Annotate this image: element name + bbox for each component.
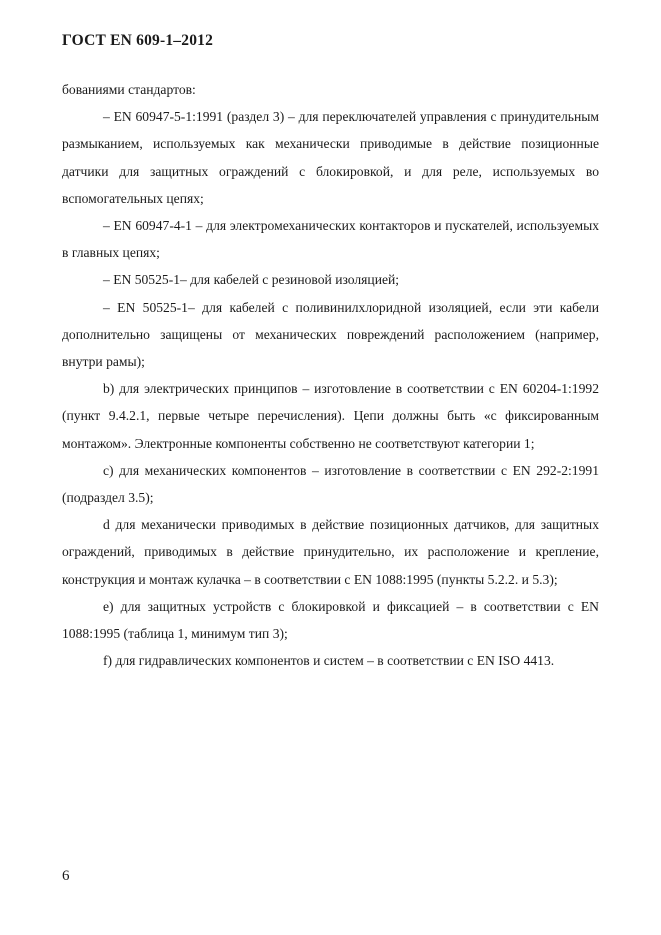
list-item-b-electrical: b) для электрических принципов – изготовление в соответствии с EN 60204-1:1992 (пункт 9.4.2.1, первые четыре перечисления). Цепи должны быть «с фиксированным монтажом». Электронные компоненты собственно не соответствуют категории 1;	[62, 381, 599, 451]
list-item-en-50525-1-rubber: – EN 50525-1– для кабелей с резиновой изоляцией;	[103, 272, 400, 288]
list-item-c-mechanical: c) для механических компонентов – изготовление в соответствии с EN 292-2:1991 (подраздел 3.5);	[62, 462, 599, 506]
document-body	[62, 76, 599, 674]
list-item-en-50525-1-pvc: – EN 50525-1– для кабелей с поливинилхлоридной изоляцией, если эти кабели дополнительно защищены от механических повреждений расположением (например, внутри рамы);	[62, 299, 599, 370]
document-header: ГОСТ EN 609-1–2012	[62, 32, 214, 49]
paragraph-continuation: бованиями стандартов:	[62, 82, 196, 97]
page-number: 6	[62, 868, 70, 884]
list-item-e-interlocking: e) для защитных устройств с блокировкой и фиксацией – в соответствии с EN 1088:1995 (таблица 1, минимум тип 3);	[62, 598, 599, 642]
list-item-en-60947-5-1: – EN 60947-5-1:1991 (раздел 3) – для переключателей управления с принудительным размыканием, используемых как механически приводимые в действие позиционные датчики для защитных ограждений с блокировкой, и для реле, используемых во вспомогательных цепях;	[62, 109, 599, 206]
list-item-f-hydraulic: f) для гидравлических компонентов и систем – в соответствии с EN ISO 4413.	[103, 653, 555, 669]
list-item-en-60947-4-1: – EN 60947-4-1 – для электромеханических контакторов и пускателей, используемых в главных цепях;	[62, 218, 599, 261]
list-item-d-position-sensors: d для механически приводимых в действие позиционных датчиков, для защитных ограждений, приводимых в действие принудительно, их расположение и крепление, конструкция и монтаж кулачка – в соответствии с EN 1088:1995 (пункты 5.2.2. и 5.3);	[62, 517, 599, 587]
